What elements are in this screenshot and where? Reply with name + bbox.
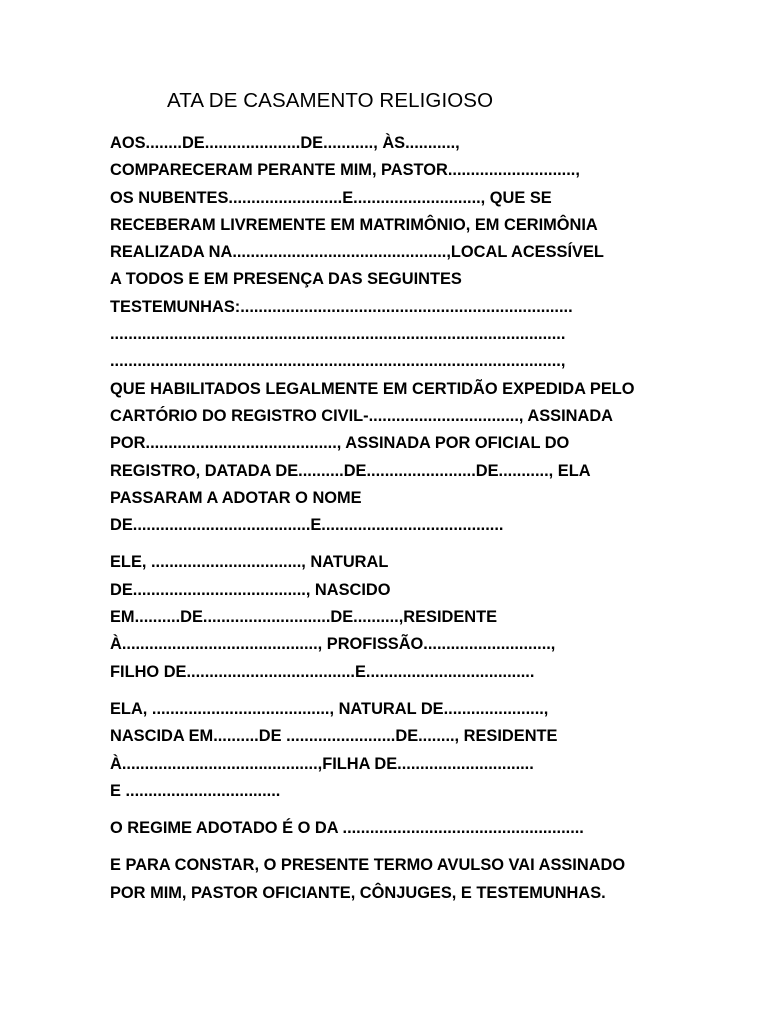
text-line: AOS........DE.....................DE..........., ÀS..........., [110, 134, 460, 152]
text-line: DE......................................, NASCIDO [110, 580, 391, 599]
text-line: REGISTRO, DATADA DE..........DE........................DE..........., ELA [110, 461, 591, 480]
document-body [110, 130, 670, 917]
text-line: POR.........................................., ASSINADA POR OFICIAL DO [110, 434, 570, 453]
text-line: RECEBERAM LIVREMENTE EM MATRIMÔNIO, EM CERIMÔNIA [110, 215, 598, 234]
text-line: PASSARAM A ADOTAR O NOME [110, 488, 362, 507]
text-line: ..................................................................................................., [110, 352, 566, 371]
text-line: OS NUBENTES.........................E............................, QUE SE [110, 188, 552, 207]
text-line: FILHO DE.....................................E..................................... [110, 662, 535, 681]
text-line: TESTEMUNHAS:......................................................................... [110, 297, 573, 316]
paragraph-closing [110, 852, 670, 907]
text-line: COMPARECERAM PERANTE MIM, PASTOR............................, [110, 161, 580, 180]
paragraph-bride [110, 696, 670, 805]
paragraph-regime [110, 815, 670, 842]
text-line: ELA, ......................................., NATURAL DE......................, [110, 699, 549, 718]
text-line: E .................................. [110, 781, 281, 800]
text-line: À..........................................., PROFISSÃO............................, [110, 635, 556, 654]
paragraph-groom [110, 549, 670, 685]
text-line: E PARA CONSTAR, O PRESENTE TERMO AVULSO VAI ASSINADO [110, 856, 626, 875]
text-line: À...........................................,FILHA DE.............................. [110, 754, 534, 773]
text-line: CARTÓRIO DO REGISTRO CIVIL-................................., ASSINADA [110, 406, 613, 425]
text-line: REALIZADA NA...............................................,LOCAL ACESSÍVEL [110, 243, 604, 262]
text-line: A TODOS E EM PRESENÇA DAS SEGUINTES [110, 270, 462, 289]
paragraph-ceremony [110, 130, 670, 539]
text-line: ELE, ................................., NATURAL [110, 553, 389, 572]
text-line: QUE HABILITADOS LEGALMENTE EM CERTIDÃO EXPEDIDA PELO [110, 379, 635, 398]
text-line: EM..........DE............................DE..........,RESIDENTE [110, 608, 498, 627]
text-line: POR MIM, PASTOR OFICIANTE, CÔNJUGES, E TESTEMUNHAS. [110, 883, 606, 902]
document-title: ATA DE CASAMENTO RELIGIOSO [167, 89, 494, 112]
text-line: .................................................................................................... [110, 325, 566, 344]
text-line: O REGIME ADOTADO É O DA ..................................................... [110, 819, 584, 838]
text-line: DE.......................................E........................................ [110, 516, 504, 535]
text-line: NASCIDA EM..........DE ........................DE........, RESIDENTE [110, 727, 558, 746]
